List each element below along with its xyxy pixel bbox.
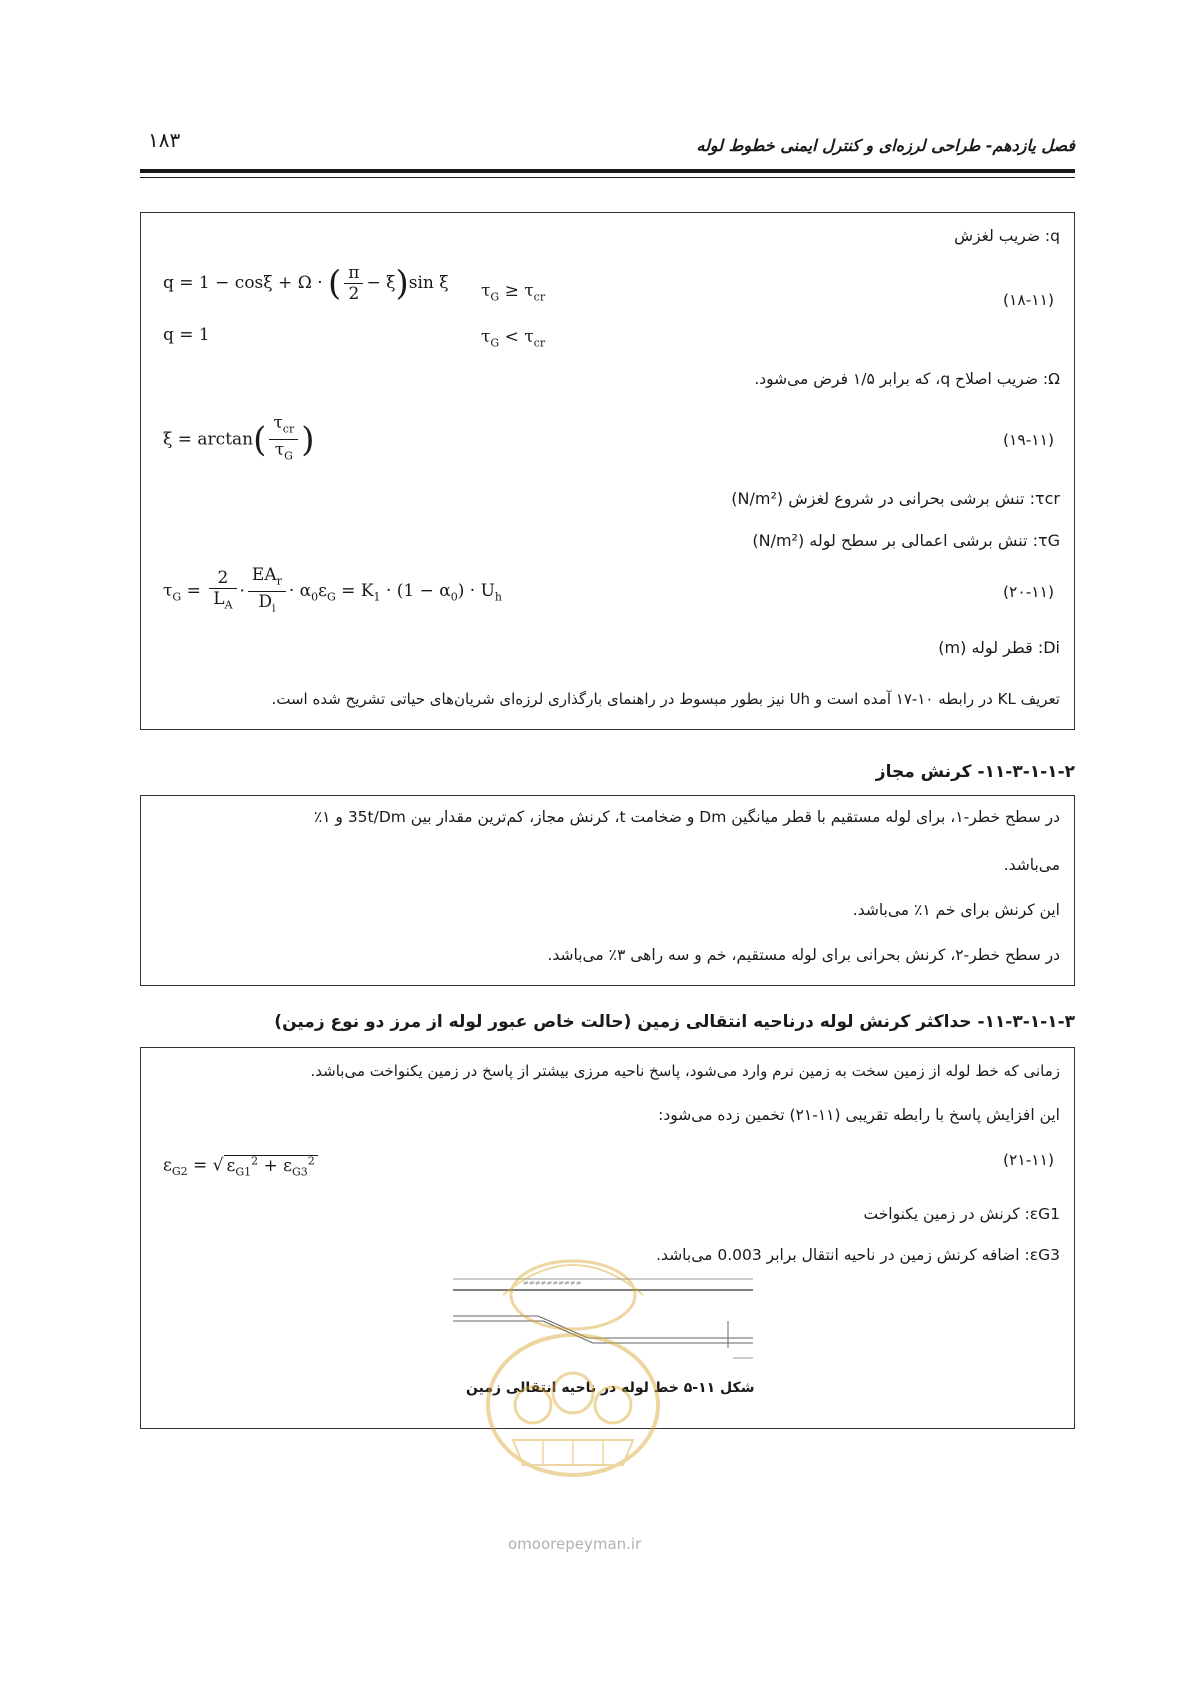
definitions-box-2: [140, 795, 1075, 986]
tau-cr-definition: τcr: تنش برشی بحرانی در شروع لغزش (N/m²): [731, 489, 1060, 508]
header-rule-thick: [140, 169, 1075, 173]
eq21-number: (۲۱-۱۱): [1003, 1151, 1054, 1169]
eq19: ξ = arctan( $\frac{\tau_{cr}}{\tau_G}$ ): [163, 413, 315, 463]
transition-line2: این افزایش پاسخ با رابطه تقریبی (۱۱-۲۱) تخمین زده می‌شود:: [658, 1106, 1060, 1124]
eq18-line2: q = 1: [163, 325, 210, 345]
definitions-box-1: [140, 212, 1075, 730]
eq20-number: (۲۰-۱۱): [1003, 583, 1054, 601]
eq18-number: (۱۸-۱۱): [1003, 291, 1054, 309]
section-heading-transition-zone: ۱۱-۳-۱-۱-۳- حداکثر کرنش لوله درناحیه انتقالی زمین (حالت خاص عبور لوله از مرز دو نوع زمین): [274, 1012, 1075, 1032]
allowable-strain-line2: می‌باشد.: [1003, 856, 1060, 874]
allowable-strain-line4: در سطح خطر-۲، کرنش بحرانی برای لوله مستقیم، خم و سه راهی ۳٪ می‌باشد.: [547, 946, 1060, 964]
header-rule-thin: [140, 177, 1075, 178]
eq18-cond2: $\tau_G < \tau_{cr}$: [481, 327, 546, 350]
transition-line1: زمانی که خط لوله از زمین سخت به زمین نرم وارد می‌شود، پاسخ ناحیه مرزی بیشتر از پاسخ در زمین یکنواخت می‌باشد.: [310, 1062, 1060, 1080]
chapter-title: فصل یازدهم- طراحی لرزه‌ای و کنترل ایمنی خطوط لوله: [696, 136, 1075, 155]
allowable-strain-line3: این کرنش برای خم ۱٪ می‌باشد.: [852, 901, 1060, 919]
omega-definition: Ω: ضریب اصلاح q، که برابر ۱/۵ فرض می‌شود.: [754, 370, 1060, 388]
kl-paragraph: تعریف KL در رابطه ۱۰-۱۷ آمده است و Uh نیز بطور مبسوط در راهنمای بارگذاری لرزه‌ای شریان‌های حیاتی تشریح شده است.: [271, 690, 1060, 708]
figure-caption: شکل ۱۱-۵ خط لوله در ناحیه انتقالی زمین: [466, 1380, 755, 1396]
q-definition: q: ضریب لغزش: [954, 227, 1060, 245]
eq20: $\tau_G$ = $\frac{2}{L_A}$ · $\frac{EA_r}{D_i}$ · $\alpha_0\varepsilon_G = K_1 \cdot (1 - \alpha_0) \cdot U_h$: [163, 565, 503, 615]
di-definition: Di: قطر لوله (m): [938, 638, 1060, 657]
eq21: $\varepsilon_{G2}$ = √ $\varepsilon_{G1}^2 + \varepsilon_{G3}^2$: [163, 1154, 318, 1178]
eg3-definition: εG3: اضافه کرنش زمین در ناحیه انتقال برابر 0.003 می‌باشد.: [656, 1246, 1060, 1264]
eq18-cond1: $\tau_G \ge \tau_{cr}$: [481, 281, 546, 304]
eq19-number: (۱۹-۱۱): [1003, 431, 1054, 449]
section-heading-allowable-strain: ۱۱-۳-۱-۱-۲- کرنش مجاز: [875, 762, 1075, 782]
watermark-logo: [473, 1255, 673, 1490]
eg1-definition: εG1: کرنش در زمین یکنواخت: [863, 1205, 1060, 1223]
page-number: ۱۸۳: [148, 128, 181, 152]
watermark-url: omoorepeyman.ir: [508, 1535, 642, 1553]
tau-g-definition: τG: تنش برشی اعمالی بر سطح لوله (N/m²): [752, 531, 1060, 550]
eq18-line1: q = 1 − cosξ + Ω · ( $\frac{\pi}{2}$ − ξ)sin ξ: [163, 263, 449, 304]
allowable-strain-line1: در سطح خطر-۱، برای لوله مستقیم با قطر میانگین Dm و ضخامت t، کرنش مجاز، کم‌ترین مقدار بین 35t/Dm و ۱٪: [313, 808, 1060, 826]
svg-text:≠≠≠≠≠≠≠≠≠≠: ≠≠≠≠≠≠≠≠≠≠: [523, 1279, 582, 1287]
